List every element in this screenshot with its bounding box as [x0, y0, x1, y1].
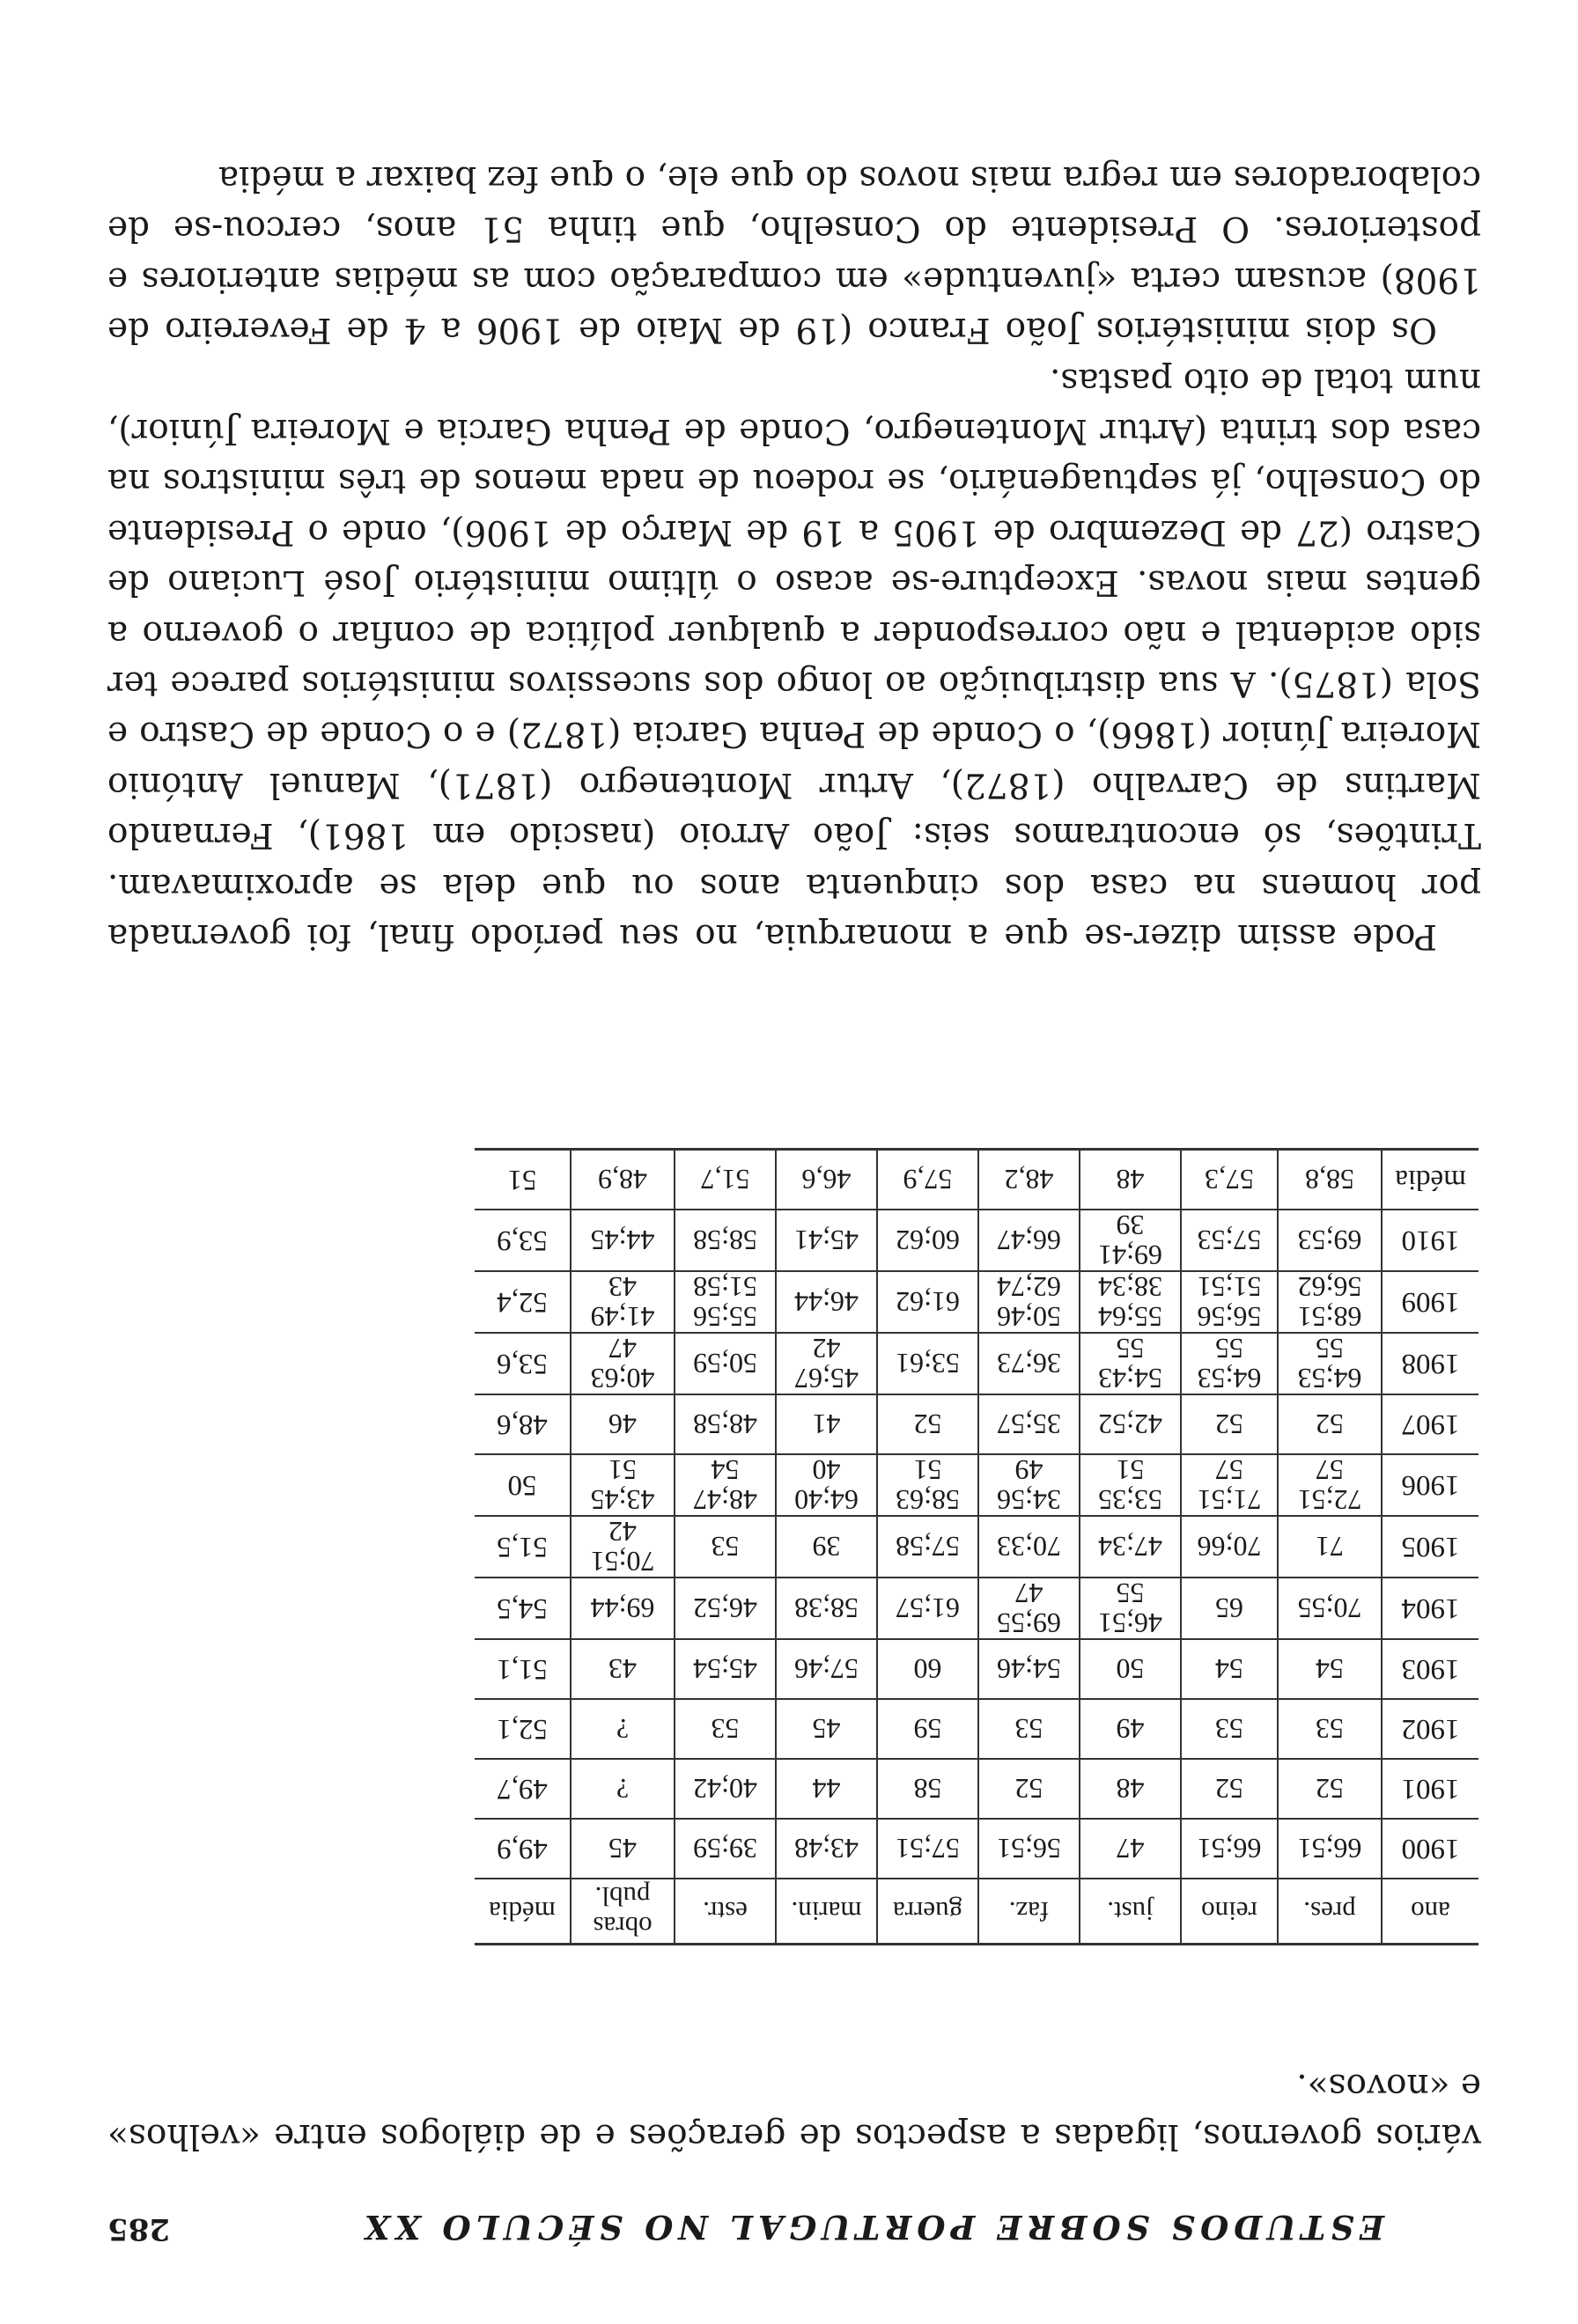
cell-value: 48 [1116, 1164, 1145, 1195]
cell-value: 50;46 [997, 1301, 1061, 1333]
cell-value: 53 [711, 1713, 740, 1745]
table-cell [776, 1394, 877, 1454]
table-cell [1278, 1454, 1382, 1516]
table-cell [978, 1271, 1080, 1333]
cell-value: 53 [711, 1531, 740, 1563]
cell-value: 71 [1316, 1531, 1344, 1563]
row-year: 1906 [1382, 1454, 1478, 1516]
column-header: reino [1181, 1879, 1278, 1945]
running-header [107, 2203, 1481, 2247]
cell-value: 70;66 [1197, 1531, 1262, 1563]
cell-value: 57 [1215, 1454, 1243, 1486]
table-cell [1181, 1699, 1278, 1759]
paragraph-2: Os dois ministérios João Franco (19 de Maio de 1906 a 4 de Fevereiro de 1908) acusam certa «juventude» em comparação com as médias anteriores e posteriores. O Presidente do Conselho, que tinha 51 anos, cercou-se de colaboradores em regra mais novos do que ele, o que fez baixar a média [107, 158, 1481, 350]
row-year: 1910 [1382, 1210, 1478, 1271]
cell-value: 56;51 [997, 1833, 1061, 1864]
table-cell [1278, 1210, 1382, 1271]
table-cell [776, 1699, 877, 1759]
intro-paragraph [107, 2061, 1481, 2161]
table-cell [1278, 1699, 1382, 1759]
table-cell [978, 1699, 1080, 1759]
cell-value: ? [616, 1713, 630, 1745]
cell-value: 57;58 [896, 1531, 960, 1563]
row-year: 1901 [1382, 1759, 1478, 1819]
ministers-age-table [475, 1148, 1478, 1945]
cell-value: 48,9 [598, 1164, 647, 1195]
table-cell [675, 1639, 776, 1699]
cell-value: 68;51 [1297, 1301, 1362, 1333]
cell-value: 54;46 [997, 1653, 1061, 1685]
row-year: 1905 [1382, 1516, 1478, 1578]
table-cell [978, 1333, 1080, 1394]
table-cell [1080, 1333, 1181, 1394]
table-cell [877, 1759, 978, 1819]
table-row [475, 1150, 1478, 1210]
cell-value: 70;51 [590, 1546, 655, 1578]
cell-value: 44;45 [590, 1225, 655, 1256]
cell-value: 53;61 [896, 1348, 960, 1379]
table-cell [1080, 1819, 1181, 1879]
cell-value: 50;59 [693, 1348, 757, 1379]
cell-value: 69;53 [1297, 1225, 1362, 1256]
table-cell [776, 1639, 877, 1699]
cell-value: 42;52 [1098, 1408, 1162, 1440]
cell-value: 52 [1316, 1408, 1344, 1440]
cell-value: 49 [1014, 1454, 1043, 1486]
cell-value: 64;53 [1297, 1363, 1362, 1394]
table-row [475, 1516, 1478, 1578]
cell-value: 39 [812, 1531, 841, 1563]
cell-value: 46,6 [801, 1164, 852, 1195]
cell-value: 69;41 [1098, 1239, 1162, 1271]
cell-value: 41 [812, 1408, 841, 1440]
table-cell [675, 1819, 776, 1879]
cell-value: 52 [913, 1408, 942, 1440]
column-header: marin. [776, 1879, 877, 1945]
table-cell [776, 1578, 877, 1639]
table-cell [571, 1819, 675, 1879]
row-year: média [1382, 1150, 1478, 1210]
table-body [475, 1150, 1478, 1879]
table-row [475, 1210, 1478, 1271]
table-cell [571, 1210, 675, 1271]
cell-value: 52 [1215, 1773, 1243, 1805]
cell-value: 51;58 [693, 1271, 757, 1303]
cell-value: 58,8 [1305, 1164, 1354, 1195]
cell-value: 49 [1116, 1713, 1145, 1745]
table-row [475, 1578, 1478, 1639]
table-cell [571, 1516, 675, 1578]
table-cell [571, 1639, 675, 1699]
cell-value: 36;73 [997, 1348, 1061, 1379]
row-average: 53,6 [475, 1333, 571, 1394]
table-cell [571, 1271, 675, 1333]
table-cell [877, 1819, 978, 1879]
table-cell [675, 1271, 776, 1333]
table-cell [675, 1759, 776, 1819]
table-cell [1080, 1759, 1181, 1819]
cell-value: 43;48 [794, 1833, 859, 1864]
table-cell [1181, 1271, 1278, 1333]
table-cell [776, 1819, 877, 1879]
table-cell [877, 1394, 978, 1454]
cell-value: 38;34 [1098, 1271, 1162, 1303]
cell-value: 54 [1215, 1653, 1243, 1685]
table-cell [776, 1454, 877, 1516]
column-header: pres. [1278, 1879, 1382, 1945]
row-year: 1907 [1382, 1394, 1478, 1454]
table-cell [675, 1454, 776, 1516]
table-cell [877, 1210, 978, 1271]
table-cell [978, 1210, 1080, 1271]
table-cell [978, 1759, 1080, 1819]
cell-value: 52 [1316, 1773, 1344, 1805]
cell-value: 39;59 [693, 1833, 757, 1864]
table-cell [978, 1516, 1080, 1578]
table-cell [1181, 1819, 1278, 1879]
table-cell [978, 1819, 1080, 1879]
row-average: 49,7 [475, 1759, 571, 1819]
cell-value: 45;67 [794, 1363, 859, 1394]
table-cell [571, 1454, 675, 1516]
cell-value: 57,9 [903, 1164, 953, 1195]
table-cell [1278, 1271, 1382, 1333]
cell-value: 55;64 [1098, 1301, 1162, 1333]
cell-value: 45 [812, 1713, 841, 1745]
cell-value: 34;56 [997, 1484, 1061, 1516]
table-cell [776, 1759, 877, 1819]
table-row [475, 1271, 1478, 1333]
table-cell [675, 1333, 776, 1394]
cell-value: 46;52 [693, 1592, 757, 1624]
table-cell [877, 1333, 978, 1394]
table-cell [675, 1150, 776, 1210]
table-cell [1278, 1578, 1382, 1639]
table-cell [1181, 1454, 1278, 1516]
cell-value: 51 [608, 1454, 637, 1486]
cell-value: 48;47 [693, 1484, 757, 1516]
row-average: 53,9 [475, 1210, 571, 1271]
table-cell [978, 1150, 1080, 1210]
intro-text: vários governos, ligadas a aspectos de gerações e de diálogos entre «velhos» e «novos». [107, 2066, 1481, 2156]
cell-value: 55 [1116, 1578, 1145, 1609]
table-cell [1080, 1150, 1181, 1210]
table-cell [776, 1333, 877, 1394]
table-cell [776, 1516, 877, 1578]
table-cell [571, 1578, 675, 1639]
cell-value: 70;33 [997, 1531, 1061, 1563]
table-row [475, 1639, 1478, 1699]
row-average: 51,5 [475, 1516, 571, 1578]
cell-value: 47 [608, 1333, 637, 1364]
row-average: 52,1 [475, 1699, 571, 1759]
cell-value: 58;38 [794, 1592, 859, 1624]
table-cell [1278, 1759, 1382, 1819]
cell-value: 45;41 [794, 1225, 859, 1256]
table-cell [877, 1578, 978, 1639]
table-row [475, 1759, 1478, 1819]
cell-value: ? [616, 1773, 630, 1805]
cell-value: 64;53 [1197, 1363, 1262, 1394]
cell-value: 65 [1215, 1592, 1243, 1624]
table-cell [571, 1699, 675, 1759]
row-average: 51 [475, 1150, 571, 1210]
table-cell [978, 1454, 1080, 1516]
table-cell [1080, 1516, 1181, 1578]
cell-value: 54 [711, 1454, 740, 1486]
row-year: 1909 [1382, 1271, 1478, 1333]
table-cell [776, 1210, 877, 1271]
cell-value: 64;40 [794, 1484, 859, 1516]
cell-value: 51 [913, 1454, 942, 1486]
cell-value: 66;47 [997, 1225, 1061, 1256]
column-header: faz. [978, 1879, 1080, 1945]
row-year: 1900 [1382, 1819, 1478, 1879]
table-cell [1181, 1516, 1278, 1578]
cell-value: 53;35 [1098, 1484, 1162, 1516]
cell-value: 43 [608, 1271, 637, 1303]
row-average: 52,4 [475, 1271, 571, 1333]
cell-value: 61;62 [896, 1286, 960, 1318]
cell-value: 52 [1215, 1408, 1243, 1440]
cell-value: 47 [1014, 1578, 1043, 1609]
table-cell [1080, 1699, 1181, 1759]
table-row [475, 1819, 1478, 1879]
table-cell [877, 1639, 978, 1699]
table-row [475, 1699, 1478, 1759]
row-average: 48,6 [475, 1394, 571, 1454]
table-cell [675, 1210, 776, 1271]
table-cell [1080, 1271, 1181, 1333]
table-cell [978, 1394, 1080, 1454]
cell-value: 53 [1215, 1713, 1243, 1745]
cell-value: 48;58 [693, 1408, 757, 1440]
cell-value: 56;62 [1297, 1271, 1362, 1303]
table-cell [1278, 1333, 1382, 1394]
paragraph-1: Pode assim dizer-se que a monarquia, no seu período final, foi governada por homens na casa dos cinquenta anos ou que dela se aproximavam. Trintões, só encontramos seis: João Arroio (nascido em 1861), Fernando Martins de Carvalho (1872), Artur Montenegro (1871), Manuel António Moreira Júnior (1866), o Conde de Penha Garcia (1872) e o Conde de Castro e Sola (1875). A sua distribuição ao longo dos sucessivos ministérios parece ter sido acidental e não corresponder a qualquer política de confiar o governo a gentes mais novas. Excepture-se acaso o último ministério José Luciano de Castro (27 de Dezembro de 1905 a 19 de Março de 1906), onde o Presidente do Conselho, já septuagenário, se rodeou de nada menos de três ministros na casa dos trinta (Artur Montenegro, Conde de Penha Garcia e Moreira Júnior), num total de oito pastas. [107, 360, 1481, 956]
table-row [475, 1333, 1478, 1394]
cell-value: 69;55 [997, 1607, 1061, 1639]
cell-value: 47;34 [1098, 1531, 1162, 1563]
cell-value: 55 [1116, 1333, 1145, 1364]
cell-value: 62;74 [997, 1271, 1061, 1303]
cell-value: 40 [812, 1454, 841, 1486]
cell-value: 55;56 [693, 1301, 757, 1333]
table-cell [571, 1333, 675, 1394]
cell-value: 35;57 [997, 1408, 1061, 1440]
page-number: 285 [107, 2211, 170, 2247]
cell-value: 39 [1116, 1210, 1145, 1241]
row-average: 51,1 [475, 1639, 571, 1699]
table-cell [1181, 1578, 1278, 1639]
cell-value: 61;57 [896, 1592, 960, 1624]
table-cell [1278, 1150, 1382, 1210]
cell-value: 43;45 [590, 1484, 655, 1516]
table-cell [1080, 1578, 1181, 1639]
column-header: ano [1382, 1879, 1478, 1945]
table-cell [877, 1271, 978, 1333]
table-cell [877, 1699, 978, 1759]
table-cell [1080, 1639, 1181, 1699]
table-cell [1080, 1394, 1181, 1454]
table-cell [776, 1150, 877, 1210]
table-cell [675, 1578, 776, 1639]
row-year: 1903 [1382, 1639, 1478, 1699]
table-cell [877, 1516, 978, 1578]
cell-value: 58;58 [693, 1225, 757, 1256]
table-cell [675, 1516, 776, 1578]
cell-value: 53 [1316, 1713, 1344, 1745]
table-cell [776, 1271, 877, 1333]
table-cell [1278, 1819, 1382, 1879]
row-year: 1902 [1382, 1699, 1478, 1759]
row-average: 54,5 [475, 1578, 571, 1639]
cell-value: 69;44 [590, 1592, 655, 1624]
cell-value: 60 [913, 1653, 942, 1685]
table-cell [1080, 1454, 1181, 1516]
table-cell [1181, 1639, 1278, 1699]
cell-value: 58 [913, 1773, 942, 1805]
cell-value: 66;51 [1197, 1833, 1262, 1864]
cell-value: 42 [812, 1333, 841, 1364]
cell-value: 54;43 [1098, 1363, 1162, 1394]
table-cell [1278, 1394, 1382, 1454]
cell-value: 57;46 [794, 1653, 859, 1685]
cell-value: 57;53 [1197, 1225, 1262, 1256]
cell-value: 42 [608, 1516, 637, 1548]
cell-value: 55 [1316, 1333, 1344, 1364]
cell-value: 60;62 [896, 1225, 960, 1256]
cell-value: 57,3 [1205, 1164, 1254, 1195]
cell-value: 46;51 [1098, 1607, 1162, 1639]
cell-value: 45 [608, 1833, 637, 1864]
cell-value: 44 [812, 1773, 841, 1805]
table-cell [1080, 1210, 1181, 1271]
column-header: obras publ. [571, 1879, 675, 1945]
header-title: ESTUDOS SOBRE PORTUGAL NO SÉCULO XX [359, 2208, 1384, 2247]
table-cell [1181, 1759, 1278, 1819]
row-average: 50 [475, 1454, 571, 1516]
column-header: estr. [675, 1879, 776, 1945]
cell-value: 56;56 [1197, 1301, 1262, 1333]
cell-value: 66;51 [1297, 1833, 1362, 1864]
cell-value: 47 [1116, 1833, 1145, 1864]
table-header-row [475, 1879, 1478, 1945]
cell-value: 48 [1116, 1773, 1145, 1805]
cell-value: 57 [1316, 1454, 1344, 1486]
table-cell [675, 1394, 776, 1454]
cell-value: 54 [1316, 1653, 1344, 1685]
table-cell [571, 1394, 675, 1454]
table-cell [1181, 1150, 1278, 1210]
table-row [475, 1454, 1478, 1516]
table-cell [1278, 1516, 1382, 1578]
cell-value: 72;51 [1297, 1484, 1362, 1516]
cell-value: 43 [608, 1653, 637, 1685]
row-year: 1904 [1382, 1578, 1478, 1639]
cell-value: 58;63 [896, 1484, 960, 1516]
table-cell [571, 1759, 675, 1819]
cell-value: 71;51 [1197, 1484, 1262, 1516]
row-year: 1908 [1382, 1333, 1478, 1394]
cell-value: 57;51 [896, 1833, 960, 1864]
table-cell [1181, 1210, 1278, 1271]
table-cell [1181, 1394, 1278, 1454]
cell-value: 45;54 [693, 1653, 757, 1685]
table-cell [1278, 1639, 1382, 1699]
cell-value: 46 [608, 1408, 637, 1440]
cell-value: 40;42 [693, 1773, 757, 1805]
cell-value: 55 [1215, 1333, 1243, 1364]
row-average: 49,9 [475, 1819, 571, 1879]
cell-value: 46;44 [794, 1286, 859, 1318]
cell-value: 48,2 [1004, 1164, 1054, 1195]
cell-value: 51,7 [700, 1164, 750, 1195]
cell-value: 51;51 [1197, 1271, 1262, 1303]
cell-value: 59 [913, 1713, 942, 1745]
column-header: just. [1080, 1879, 1181, 1945]
table-cell [1181, 1333, 1278, 1394]
column-header: guerra [877, 1879, 978, 1945]
table-row [475, 1394, 1478, 1454]
cell-value: 41;49 [590, 1301, 655, 1333]
table-cell [978, 1578, 1080, 1639]
table-cell [877, 1454, 978, 1516]
table-cell [675, 1699, 776, 1759]
body-text [107, 153, 1481, 962]
cell-value: 53 [1014, 1713, 1043, 1745]
cell-value: 50 [1116, 1653, 1145, 1685]
column-header: média [475, 1879, 571, 1945]
cell-value: 70;55 [1297, 1592, 1362, 1624]
cell-value: 40;63 [590, 1363, 655, 1394]
cell-value: 52 [1014, 1773, 1043, 1805]
table-cell [877, 1150, 978, 1210]
table-cell [978, 1639, 1080, 1699]
table-cell [571, 1150, 675, 1210]
cell-value: 51 [1116, 1454, 1145, 1486]
